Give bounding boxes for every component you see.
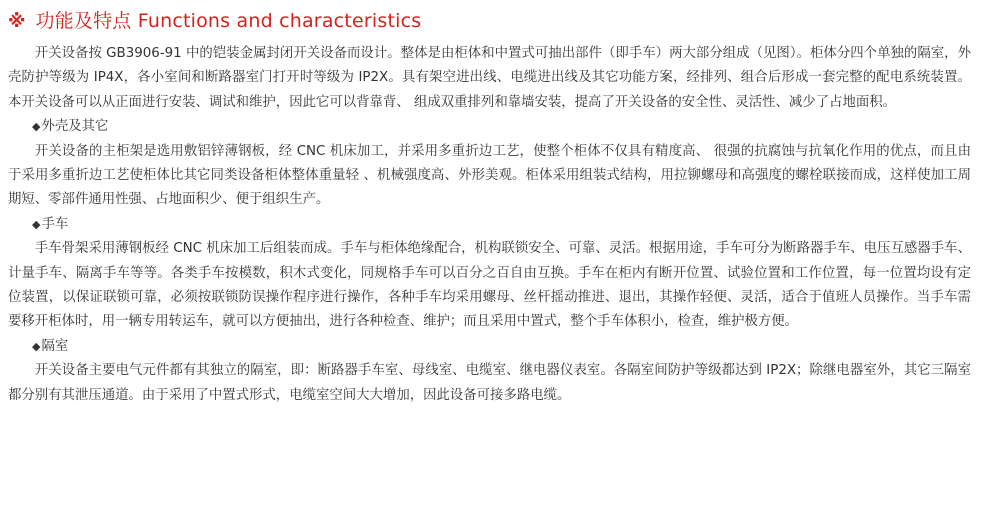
truck-paragraph: 手车骨架采用薄钢板经 CNC 机床加工后组装而成。手车与柜体绝缘配合，机构联锁安全、可靠、灵活。根据用途，手车可分为断路器手车、电压互感器手车、计量手车、隔离手车等等。各类手车按模数，积木式变化，同规格手车可以百分之百自由互换。手车在柜内有断开位置、试验位置和工作位置，每一位置均设有定位装置，以保证联锁可靠，必须按联锁防误操作程序进行操作，各种手车均采用螺母、丝杆摇动推进、退出，其操作轻便、灵活，适合于值班人员操作。当手车需要移开柜体时，用一辆专用转运车，就可以方便抽出，进行各种检查、维护；而且采用中置式，整个手车体积小，检查，维护极方便。 [8,241,971,330]
diamond-bullet-icon: ◆ [32,217,41,231]
page-title: 功能及特点 Functions and characteristics [35,10,422,32]
intro-paragraph: 开关设备按 GB3906-91 中的铠装金属封闭开关设备而设计。整体是由柜体和中置式可抽出部件（即手车）两大部分组成（见图）。柜体分四个单独的隔室，外壳防护等级为 IP4X，各小室间和断路器室门打开时等级为 IP2X。具有架空进出线、电缆进出线及其它功能方案，经排列、组合后形成一套完整的配电系统装置。本开关设备可以从正面进行安装、调试和维护，因此它可以背靠背、 组成双重排列和靠墙安装，提高了开关设备的安全性、灵活性、减少了占地面积。 [8,46,971,110]
subheading-truck [8,213,971,237]
subheading-label: 隔室 [41,338,69,354]
enclosure-paragraph: 开关设备的主柜架是选用敷铝锌薄钢板，经 CNC 机床加工，并采用多重折边工艺，使整个柜体不仅具有精度高、 很强的抗腐蚀与抗氧化作用的优点，而且由于采用多重折边工艺使柜体比其它同类设备柜体整体重量轻 、机械强度高、外形美观。柜体采用组装式结构，用拉铆螺母和高强度的螺栓联接而成，这样使加工周期短、零部件通用性强、占地面积少、便于组织生产。 [8,143,971,208]
subheading-compartment [8,335,971,359]
diamond-bullet-icon: ◆ [32,120,41,134]
compartment-paragraph: 开关设备主要电气元件都有其独立的隔室，即：断路器手车室、母线室、电缆室、继电器仪表室。各隔室间防护等级都达到 IP2X；除继电器室外，其它三隔室都分别有其泄压通道。由于采用了中置式形式，电缆室空间大大增加，因此设备可接多路电缆。 [8,363,971,403]
subheading-label: 手车 [41,216,69,232]
diamond-bullet-icon: ◆ [32,339,41,353]
section-heading [8,6,971,40]
subheading-enclosure [8,115,971,139]
subheading-label: 外壳及其它 [41,119,109,135]
reference-mark-icon: ※ [8,11,26,32]
